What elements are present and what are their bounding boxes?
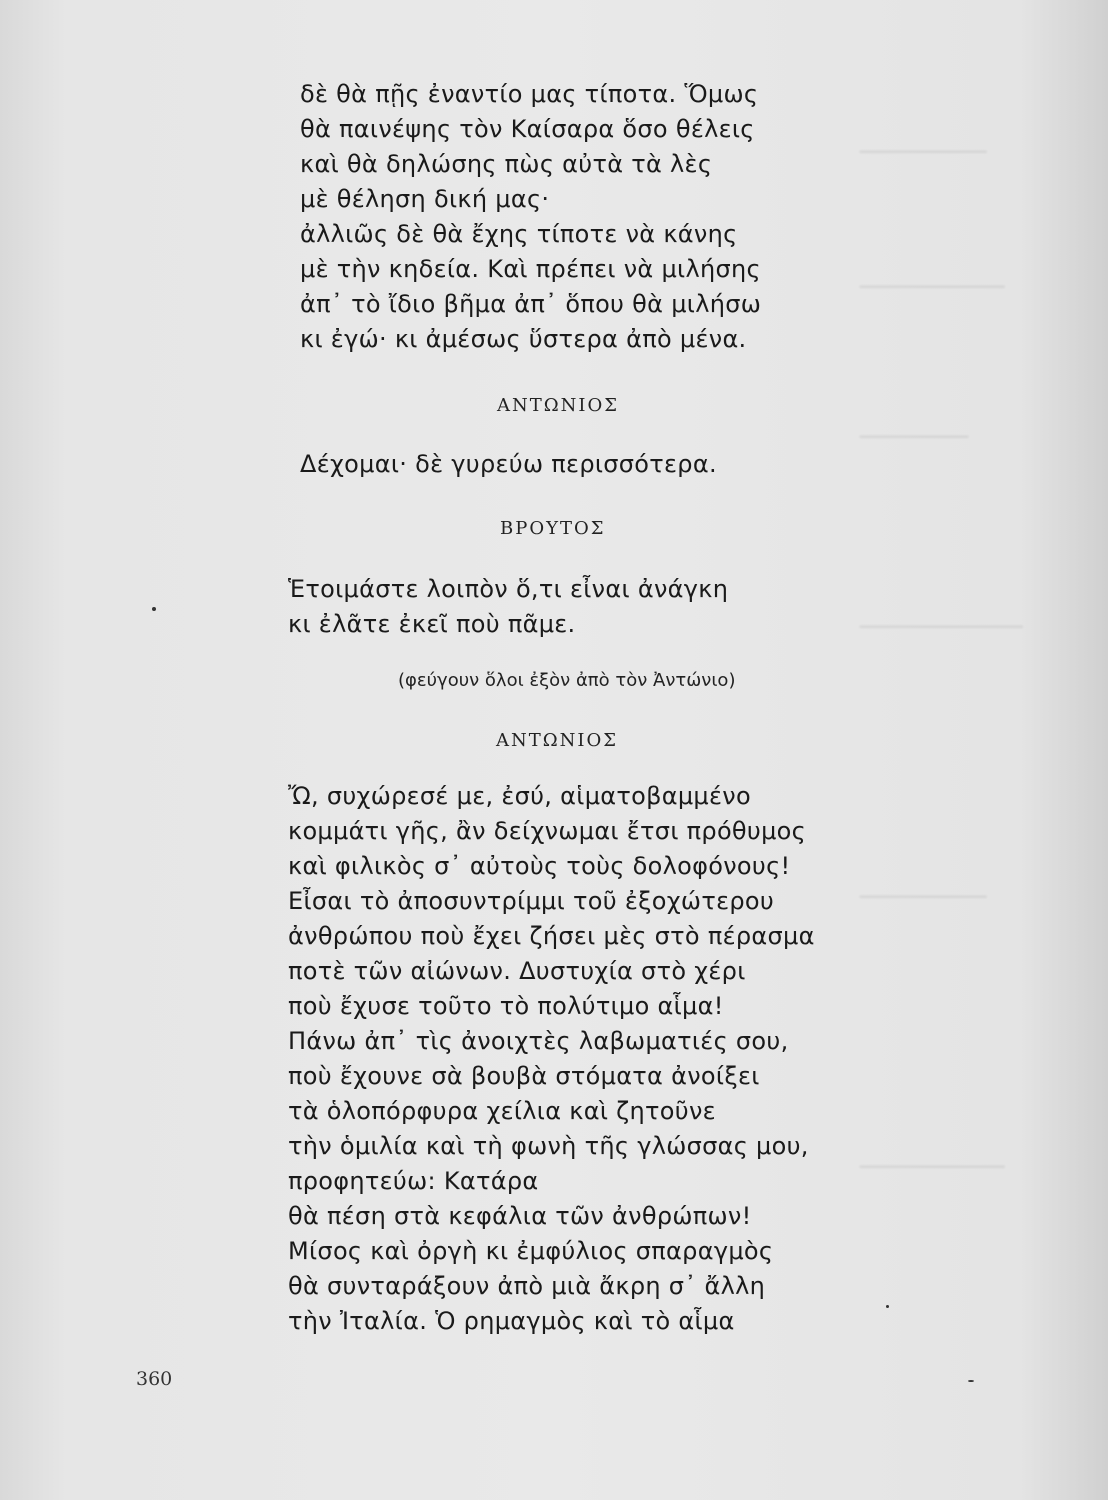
- verse-line: κι ἐλᾶτε ἐκεῖ ποὺ πᾶμε.: [288, 610, 576, 638]
- verse-line: καὶ φιλικὸς σ᾽ αὐτοὺς τοὺς δολοφόνους!: [288, 852, 791, 880]
- verse-line: δὲ θὰ πῇς ἐναντίο μας τίποτα. Ὅμως: [300, 80, 759, 108]
- verse-line: τὴν Ἰταλία. Ὁ ρημαγμὸς καὶ τὸ αἷμα: [288, 1307, 735, 1335]
- verse-line: θὰ πέση στὰ κεφάλια τῶν ἀνθρώπων!: [288, 1202, 752, 1230]
- verse-line: θὰ παινέψης τὸν Καίσαρα ὅσο θέλεις: [300, 115, 755, 143]
- stage-direction: (φεύγουν ὅλοι ἐξὸν ἀπὸ τὸν Ἀντώνιο): [398, 670, 736, 691]
- verse-line: μὲ τὴν κηδεία. Καὶ πρέπει νὰ μιλήσης: [300, 255, 761, 283]
- verse-line: κι ἐγώ· κι ἀμέσως ὕστερα ἀπὸ μένα.: [300, 325, 747, 353]
- verse-line: Δέχομαι· δὲ γυρεύω περισσότερα.: [300, 450, 717, 478]
- verse-line: ποὺ ἔχουνε σὰ βουβὰ στόματα ἀνοίξει: [288, 1062, 760, 1090]
- verse-line: τὰ ὁλοπόρφυρα χείλια καὶ ζητοῦνε: [288, 1097, 716, 1125]
- bleed-through-texture: ─────── ──────── ────── ───────── ─────── ────────: [860, 135, 1023, 1185]
- verse-line: ἀλλιῶς δὲ θὰ ἔχης τίποτε νὰ κάνης: [300, 220, 738, 248]
- speaker-name: ΑΝΤΩΝΙΟΣ: [497, 395, 620, 416]
- verse-line: ἀνθρώπου ποὺ ἔχει ζήσει μὲς στὸ πέρασμα: [288, 922, 815, 950]
- speaker-name: ΒΡΟΥΤΟΣ: [500, 518, 606, 539]
- verse-line: Μίσος καὶ ὀργὴ κι ἐμφύλιος σπαραγμὸς: [288, 1237, 774, 1265]
- verse-line: ποὺ ἔχυσε τοῦτο τὸ πολύτιμο αἷμα!: [288, 992, 724, 1020]
- verse-line: Πάνω ἀπ᾽ τὶς ἀνοιχτὲς λαβωματιές σου,: [288, 1027, 789, 1055]
- verse-line: Ὤ, συχώρεσέ με, ἐσύ, αἱματοβαμμένο: [288, 782, 751, 810]
- verse-line: Εἶσαι τὸ ἀποσυντρίμμι τοῦ ἐξοχώτερου: [288, 887, 775, 915]
- verse-line: καὶ θὰ δηλώσης πὼς αὐτὰ τὰ λὲς: [300, 150, 713, 178]
- speaker-name: ΑΝΤΩΝΙΟΣ: [496, 730, 619, 751]
- verse-line: Ἑτοιμάστε λοιπὸν ὅ,τι εἶναι ἀνάγκη: [288, 575, 729, 603]
- verse-line: τὴν ὁμιλία καὶ τὴ φωνὴ τῆς γλώσσας μου,: [288, 1132, 809, 1160]
- print-speck: [968, 1380, 974, 1382]
- verse-line: προφητεύω: Κατάρα: [288, 1167, 539, 1195]
- print-speck: [152, 607, 156, 611]
- verse-line: μὲ θέληση δική μας·: [300, 185, 550, 213]
- page-number: 360: [136, 1368, 173, 1390]
- verse-line: ἀπ᾽ τὸ ἴδιο βῆμα ἀπ᾽ ὅπου θὰ μιλήσω: [300, 290, 762, 318]
- verse-line: ποτὲ τῶν αἰώνων. Δυστυχία στὸ χέρι: [288, 957, 746, 985]
- print-speck: [886, 1305, 889, 1308]
- verse-line: κομμάτι γῆς, ἂν δείχνωμαι ἔτσι πρόθυμος: [288, 817, 807, 845]
- verse-line: θὰ συνταράξουν ἀπὸ μιὰ ἄκρη σ᾽ ἄλλη: [288, 1272, 766, 1300]
